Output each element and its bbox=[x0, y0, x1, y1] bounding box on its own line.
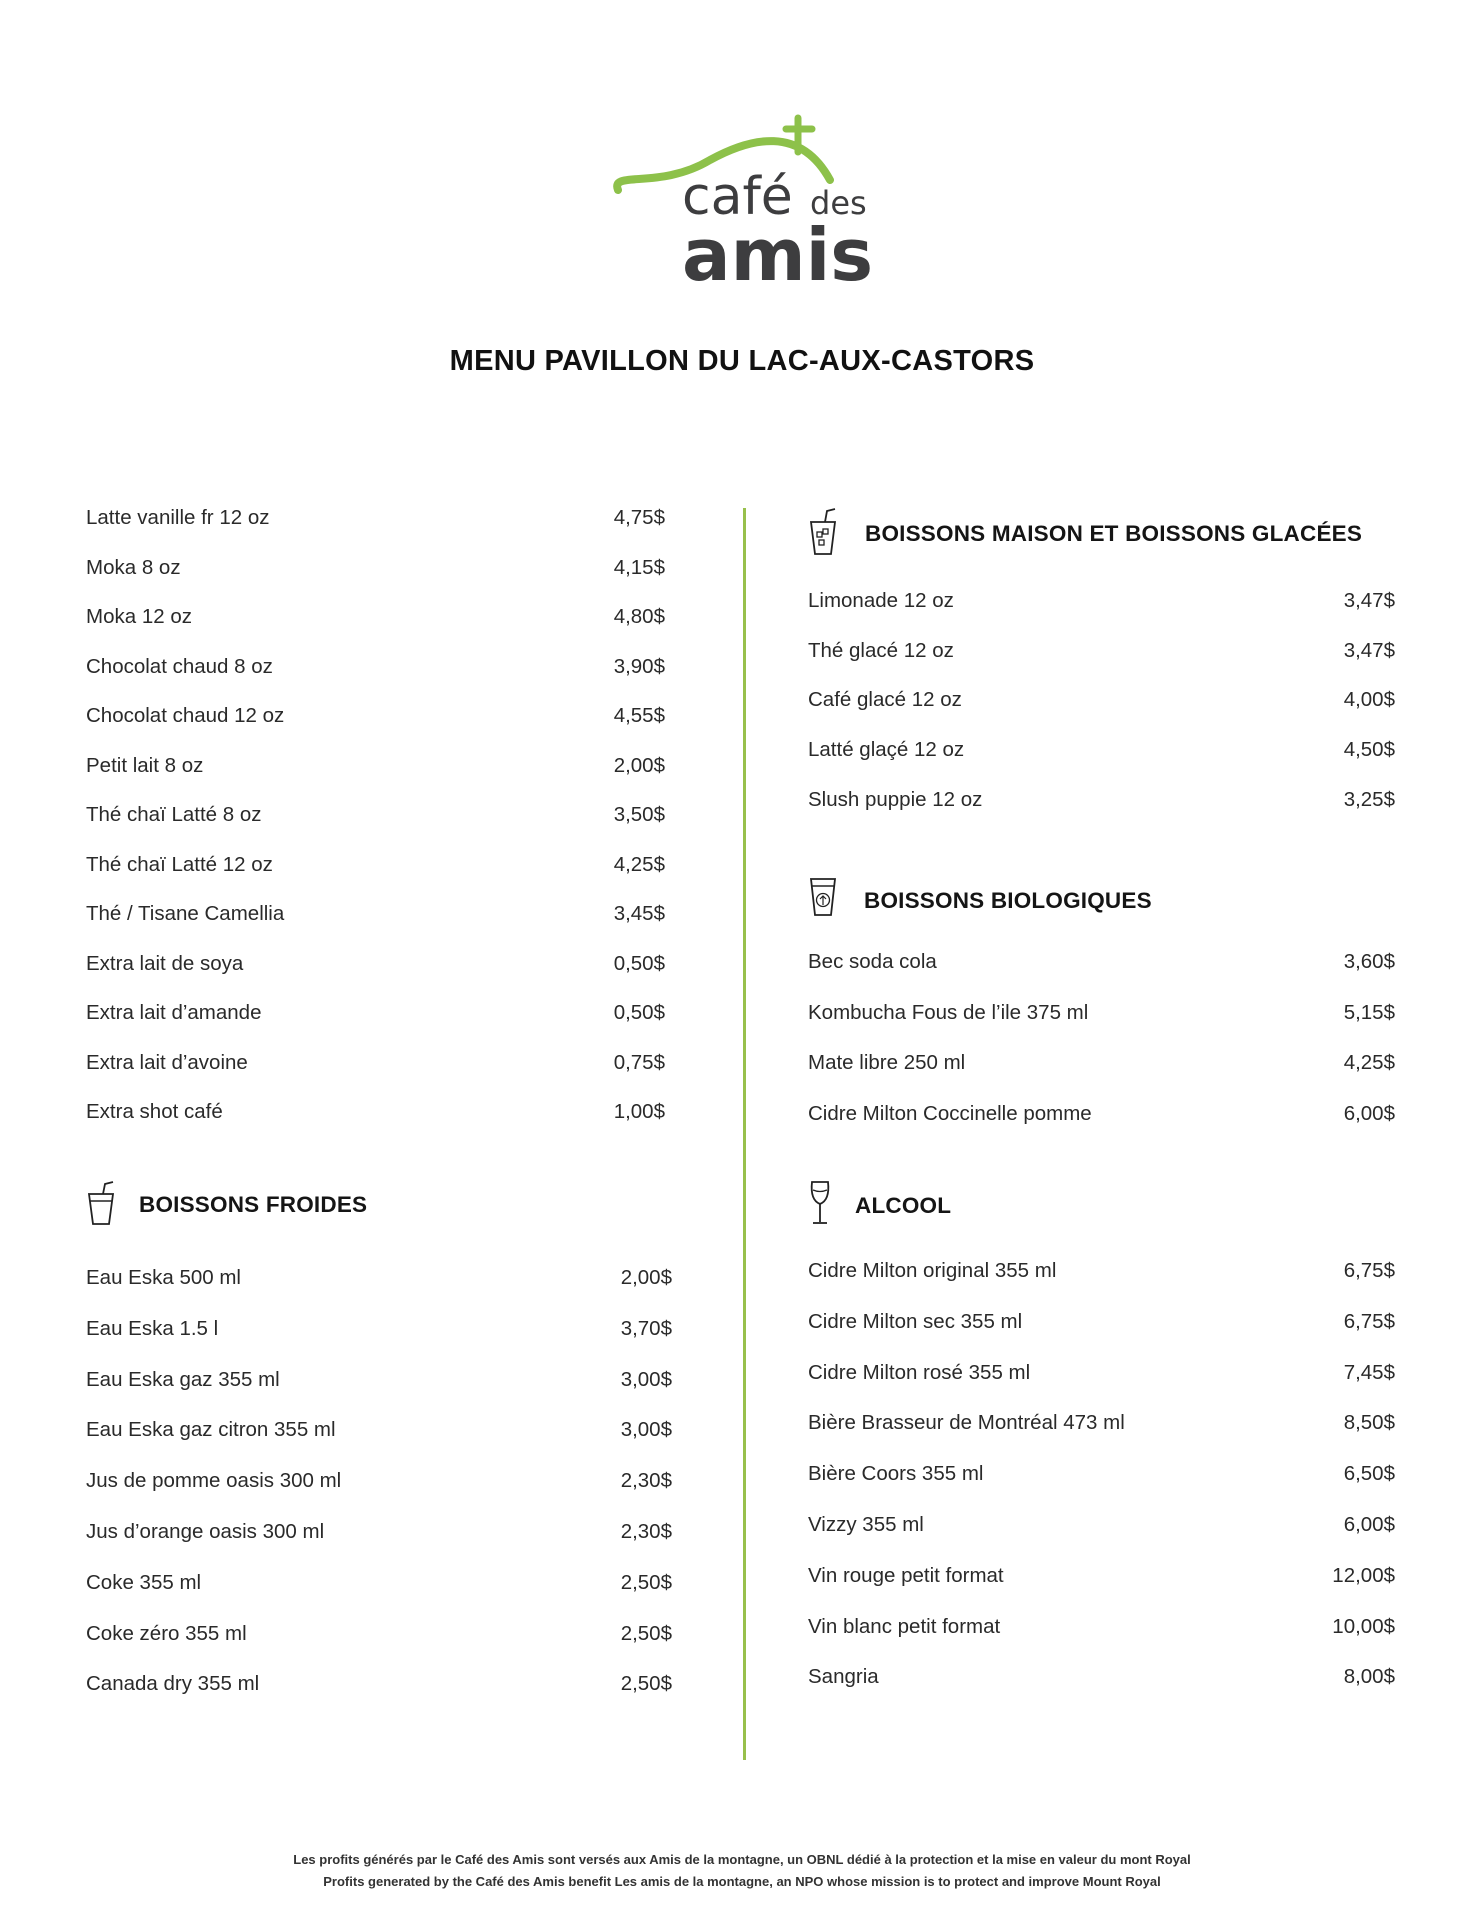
menu-item-name: Coke 355 ml bbox=[86, 1570, 202, 1594]
menu-item-price: 10,00$ bbox=[1332, 1614, 1395, 1638]
menu-item-name: Thé chaï Latté 8 oz bbox=[86, 803, 262, 826]
house-drinks-heading: BOISSONS MAISON ET BOISSONS GLACÉES bbox=[865, 521, 1363, 546]
menu-item-name: Thé glacé 12 oz bbox=[808, 638, 954, 662]
menu-item-price: 3,50$ bbox=[613, 803, 665, 826]
menu-item-name: Slush puppie 12 oz bbox=[808, 787, 983, 811]
menu-item-name: Petit lait 8 oz bbox=[86, 753, 204, 777]
menu-item-price: 4,00$ bbox=[1343, 688, 1395, 712]
menu-item-name: Jus de pomme oasis 300 ml bbox=[86, 1469, 342, 1493]
menu-item-price: 4,80$ bbox=[613, 605, 665, 628]
footer-french: Les profits générés par le Café des Amis sont versés aux Amis de la montagne, un OBNL dédié à la protection et la mise en valeur du mont Royal bbox=[293, 1852, 1191, 1867]
menu-item-name: Latté glaçé 12 oz bbox=[808, 738, 965, 762]
menu-item-name: Bière Coors 355 ml bbox=[808, 1462, 984, 1486]
menu-item-name: Chocolat chaud 12 oz bbox=[86, 704, 285, 727]
menu-item-name: Extra lait d’amande bbox=[86, 1001, 262, 1024]
logo-word-amis: amis bbox=[682, 213, 874, 297]
menu-item-price: 7,45$ bbox=[1343, 1360, 1395, 1384]
column-divider bbox=[743, 508, 746, 1760]
menu-item-name: Eau Eska gaz citron 355 ml bbox=[86, 1418, 336, 1442]
menu-item-price: 2,00$ bbox=[613, 753, 665, 777]
footer-english: Profits generated by the Café des Amis benefit Les amis de la montagne, an NPO whose mission is to protect and improve Mount Royal bbox=[323, 1874, 1161, 1889]
organic-cup-icon bbox=[808, 877, 838, 922]
menu-item-price: 3,70$ bbox=[620, 1316, 672, 1340]
menu-item-name: Cidre Milton sec 355 ml bbox=[808, 1309, 1023, 1333]
menu-item-name: Latte vanille fr 12 oz bbox=[86, 506, 270, 529]
cup-with-straw-icon bbox=[86, 1180, 116, 1231]
menu-item-name: Moka 8 oz bbox=[86, 555, 181, 579]
wine-glass-icon bbox=[808, 1180, 832, 1231]
menu-item-price: 3,47$ bbox=[1343, 638, 1395, 662]
menu-item-price: 2,30$ bbox=[620, 1520, 672, 1543]
alcohol-heading: ALCOOL bbox=[855, 1193, 952, 1218]
organic-drinks-heading: BOISSONS BIOLOGIQUES bbox=[864, 888, 1152, 913]
menu-item-name: Eau Eska gaz 355 ml bbox=[86, 1367, 280, 1391]
menu-item-price: 6,75$ bbox=[1343, 1259, 1395, 1282]
menu-item-name: Vin rouge petit format bbox=[808, 1563, 1004, 1587]
menu-item-name: Moka 12 oz bbox=[86, 605, 192, 628]
logo-word-des: des bbox=[810, 184, 867, 222]
menu-item-price: 4,25$ bbox=[613, 852, 665, 876]
menu-item-name: Thé / Tisane Camellia bbox=[86, 902, 285, 925]
menu-item-name: Chocolat chaud 8 oz bbox=[86, 654, 273, 678]
menu-item-price: 6,00$ bbox=[1343, 1513, 1395, 1536]
menu-item-price: 2,30$ bbox=[620, 1469, 672, 1493]
menu-item-price: 0,75$ bbox=[613, 1050, 665, 1074]
menu-item-price: 5,15$ bbox=[1343, 1000, 1395, 1024]
menu-item-price: 2,00$ bbox=[620, 1266, 672, 1289]
menu-item-name: Sangria bbox=[808, 1665, 879, 1689]
menu-item-price: 8,00$ bbox=[1343, 1665, 1395, 1689]
iced-drink-icon bbox=[808, 508, 838, 561]
menu-item-price: 3,00$ bbox=[620, 1418, 672, 1442]
menu-item-name: Vin blanc petit format bbox=[808, 1614, 1001, 1638]
menu-item-price: 6,00$ bbox=[1343, 1101, 1395, 1125]
menu-item-price: 4,25$ bbox=[1343, 1051, 1395, 1075]
menu-item-name: Cidre Milton rosé 355 ml bbox=[808, 1360, 1031, 1384]
menu-item-price: 4,55$ bbox=[613, 704, 665, 727]
menu-item-price: 4,50$ bbox=[1343, 738, 1395, 762]
menu-item-price: 2,50$ bbox=[620, 1621, 672, 1645]
menu-item-name: Cidre Milton original 355 ml bbox=[808, 1259, 1057, 1282]
menu-item-price: 3,60$ bbox=[1343, 950, 1395, 973]
menu-item-name: Limonade 12 oz bbox=[808, 589, 954, 612]
cafe-des-amis-logo bbox=[600, 110, 890, 300]
menu-item-name: Café glacé 12 oz bbox=[808, 688, 962, 712]
menu-item-price: 12,00$ bbox=[1332, 1563, 1395, 1587]
menu-item-price: 3,45$ bbox=[613, 902, 665, 925]
page-title: MENU PAVILLON DU LAC-AUX-CASTORS bbox=[449, 345, 1035, 377]
menu-item-name: Canada dry 355 ml bbox=[86, 1672, 260, 1696]
menu-item-name: Mate libre 250 ml bbox=[808, 1051, 966, 1075]
menu-item-price: 6,75$ bbox=[1343, 1309, 1395, 1333]
menu-item-name: Thé chaï Latté 12 oz bbox=[86, 852, 273, 876]
menu-item-price: 1,00$ bbox=[613, 1100, 665, 1123]
cold-drinks-heading: BOISSONS FROIDES bbox=[139, 1192, 368, 1217]
menu-item-name: Coke zéro 355 ml bbox=[86, 1621, 247, 1645]
menu-item-name: Bec soda cola bbox=[808, 950, 937, 973]
menu-item-name: Kombucha Fous de l’ile 375 ml bbox=[808, 1000, 1089, 1024]
menu-item-price: 6,50$ bbox=[1343, 1462, 1395, 1486]
menu-item-price: 3,47$ bbox=[1343, 589, 1395, 612]
menu-item-price: 4,75$ bbox=[613, 506, 665, 529]
menu-item-price: 4,15$ bbox=[613, 555, 665, 579]
menu-item-price: 8,50$ bbox=[1343, 1411, 1395, 1435]
logo-word-cafe: café bbox=[682, 167, 793, 227]
menu-item-name: Extra lait de soya bbox=[86, 951, 244, 975]
menu-item-name: Extra lait d’avoine bbox=[86, 1050, 248, 1074]
menu-item-name: Eau Eska 500 ml bbox=[86, 1266, 241, 1289]
menu-item-name: Jus d’orange oasis 300 ml bbox=[86, 1520, 325, 1543]
menu-item-name: Vizzy 355 ml bbox=[808, 1513, 924, 1536]
menu-item-price: 2,50$ bbox=[620, 1672, 672, 1696]
menu-item-price: 0,50$ bbox=[613, 1001, 665, 1024]
menu-item-name: Eau Eska 1.5 l bbox=[86, 1316, 219, 1340]
menu-item-price: 2,50$ bbox=[620, 1570, 672, 1594]
menu-item-price: 3,90$ bbox=[613, 654, 665, 678]
menu-item-name: Bière Brasseur de Montréal 473 ml bbox=[808, 1411, 1125, 1435]
menu-item-price: 0,50$ bbox=[613, 951, 665, 975]
menu-item-name: Cidre Milton Coccinelle pomme bbox=[808, 1101, 1092, 1125]
menu-item-price: 3,00$ bbox=[620, 1367, 672, 1391]
menu-item-name: Extra shot café bbox=[86, 1100, 223, 1123]
menu-item-price: 3,25$ bbox=[1343, 787, 1395, 811]
